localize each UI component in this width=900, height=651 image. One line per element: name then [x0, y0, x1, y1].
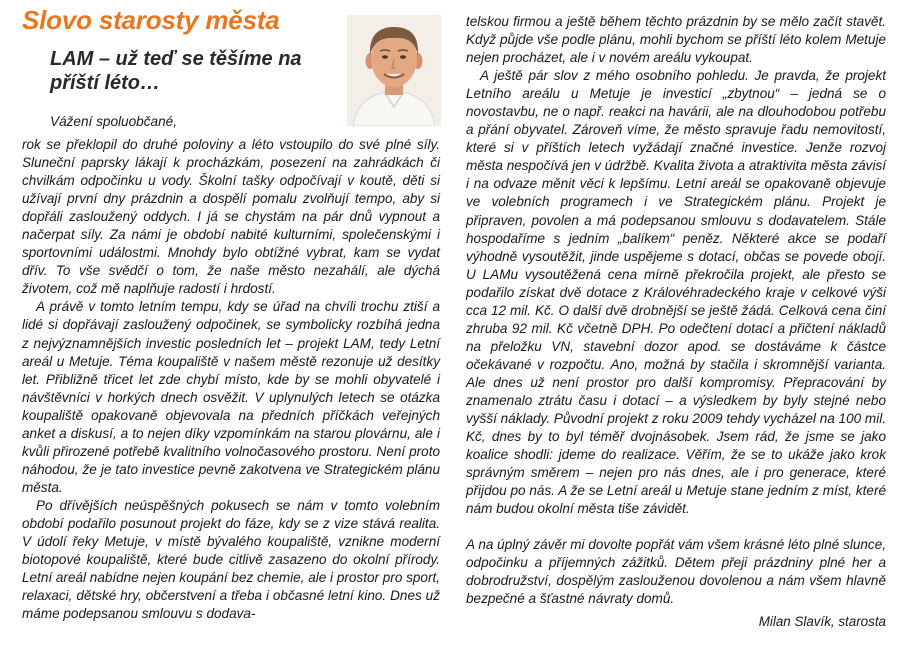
paragraph: rok se překlopil do druhé poloviny a léto vstoupilo do své plné síly. Sluneční paprsky lákají k procházkám, posezení na zahrádkách či chvilkám odpočinku u vody. Školní tašky odpočívají v koutě, děti si užívají první dny prázdnin a dospělí pomalu zvolňují tempo, aby si dopřáli zasloužený oddych. I já se chystám na pár dnů vypnout a načerpat síly. Za námi je období nabité kulturními, společenskými i sportovními událostmi. Mnohdy bylo obtížné vybrat, kam se vydat dřív. To vše svědčí o tom, že naše město nezahálí, ale dýchá životem, což mě naplňuje radostí i hrdostí.: [22, 137, 440, 297]
paragraph: telskou firmou a ještě během těchto prázdnin by se mělo začít stavět. Když půjde vše podle plánu, mohli bychom se příští léto kolem Metuje nejen procházet, ale i v novém areálu vykoupat.: [466, 14, 886, 66]
greeting: Vážení spoluobčané,: [50, 114, 177, 129]
paragraph: A právě v tomto letním tempu, kdy se úřad na chvíli trochu ztiší a lidé si dopřávají zasloužený odpočinek, se symbolicky rozbíhá jedna z nejvýznamnějších investic posledních let – projekt LAM, tedy Letní areál u Metuje. Téma koupaliště v našem městě rezonuje už desítky let. Přibližně třicet let zde chybí místo, kde by se mohli obyvatelé i návštěvníci v horkých dnech osvěžit. V uplynulých letech se otázka koupaliště opakovaně objevovala na předních příčkách veřejných anket a diskusí, a to nejen díky vzpomínkám na starou plovárnu, ale i kvůli přirozené potřebě kvalitního volnočasového prostoru. Není proto náhodou, že je tato investice pevně zakotvena ve Strategickém plánu města.: [22, 299, 440, 495]
article-subtitle: LAM – už teď se těšíme na příští léto…: [50, 48, 302, 94]
portrait-illustration: [347, 15, 441, 126]
paragraph: A na úplný závěr mi dovolte popřát vám všem krásné léto plné slunce, odpočinku a příjemných zážitků. Dětem přeji prázdniny plné her a dobrodružství, dospělým zaslouženou dovolenou a nám všem hlavně bezpečné a šťastné návraty domů.: [466, 537, 886, 607]
article-title: Slovo starosty města: [22, 5, 280, 35]
paragraph: A ještě pár slov z mého osobního pohledu. Je pravda, že projekt Letního areálu u Metuje je investicí „zbytnou“ – jedná se o novostavbu, ne o např. reakci na havárii, ale na dlouhodobou potřebu a přání obyvatel. Zároveň víme, že město spravuje řadu nemovitostí, které si v příštích letech vyžádají značné investice. Jenže rozvoj města nespočívá jen v údržbě. Kvalita života a atraktivita města závisí i na odvaze měnit věci k lepšímu. Letní areál se opakovaně objevuje ve volebních programech i ve Strategickém plánu. Projekt je připraven, povolen a má podepsanou smlouvu s dodavatelem. Stále hospodaříme s jedním „balíkem“ peněz. Některé akce se podaří výhodně vysoutěžit, jinde uspějeme s dotací, občas se povede obojí. U LAMu vysoutěžená cena mírně překročila projekt, ale přesto se podařilo získat dvě dotace z Královéhradeckého kraje v celkové výši cca 12 mil. Kč. O další dvě drobnější se ještě žádá. Celková cena činí zhruba 92 mil. Kč včetně DPH. Po odečtení dotací a přičtení nákladů na přeložku VN, stavební dozor apod. se dostáváme k částce očekávané v rozpočtu. Ano, možná by stačila i skromnější varianta. Ale dnes už není prostor pro další kompromisy. Přepracování by znamenalo ztrátu času i dotací – a výsledkem by byly stejné nebo vyšší náklady. Původní projekt z roku 2009 tehdy vycházel na 100 mil. Kč, dnes by to byl téměř dvojnásobek. Jsem rád, že jsme se jako koalice shodli: jdeme do realizace. Věřím, že se to ukáže jako krok správným směrem – nejen pro nás dnes, ale i pro generace, které přijdou po nás. A že se Letní areál u Metuje stane jedním z míst, které nám budou okolní města tiše závidět.: [466, 68, 886, 517]
mayor-portrait-photo: [347, 15, 441, 126]
article-column-right: [466, 13, 886, 609]
article-column-left: [22, 136, 440, 623]
signature: Milan Slavík, starosta: [758, 614, 886, 629]
paragraph: Po dřívějších neúspěšných pokusech se nám v tomto volebním období podařilo posunout projekt do fáze, kdy se z vize stává realita. V údolí řeky Metuje, v místě bývalého koupaliště, vznikne moderní biotopové koupaliště, které bude citlivě zasazeno do okolní přírody. Letní areál nabídne nejen koupání bez chemie, ale i prostor pro sport, relaxaci, dětské hry, občerstvení a třeba i občasné letní kino. Dnes už máme podepsanou smlouvu s dodava-: [22, 497, 440, 622]
